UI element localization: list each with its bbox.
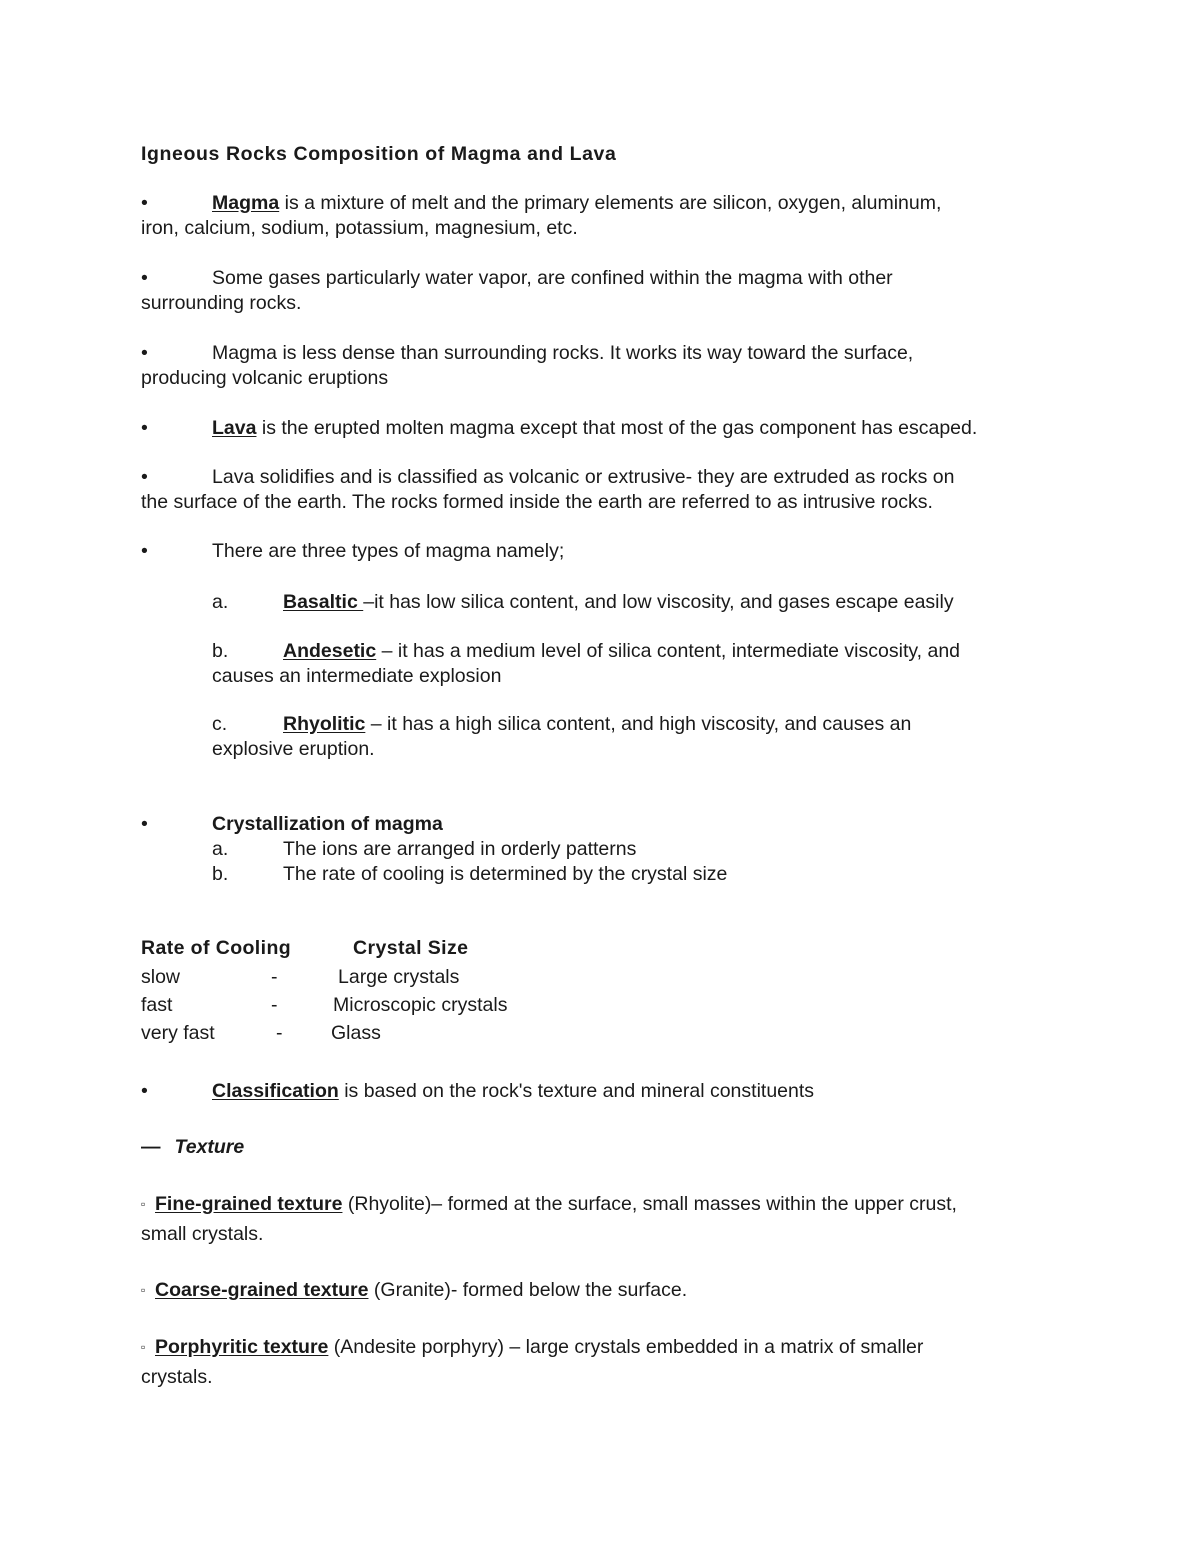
bullet-dot: • <box>141 267 148 289</box>
bullet-dot: • <box>141 342 148 364</box>
bullet-dot: • <box>141 417 148 439</box>
bullet-dense-text: Magma is less dense than surrounding rocks. It works its way toward the surface, <box>212 342 914 364</box>
term-lava: Lava <box>212 417 257 439</box>
rhyolitic-text: – it has a high silica content, and high viscosity, and causes an <box>365 713 912 735</box>
bullet-dot: • <box>141 1080 148 1102</box>
small-bullet: ▫ <box>141 1283 146 1297</box>
cell-rate: fast <box>141 994 173 1016</box>
cell-size: Glass <box>331 1022 381 1044</box>
bullet-solidifies <box>141 465 1071 515</box>
bullet-lava-text: is the erupted molten magma except that most of the gas component has escaped. <box>256 417 978 439</box>
small-bullet: ▫ <box>141 1197 146 1211</box>
texture-label: Texture <box>174 1136 245 1158</box>
texture-fine-grained <box>141 1192 1081 1247</box>
bullet-magma-text-cont: iron, calcium, sodium, potassium, magnesium, etc. <box>141 217 578 239</box>
basaltic-text: –it has low silica content, and low viscosity, and gases escape easily <box>363 591 954 613</box>
header-crystal-size: Crystal Size <box>353 937 469 959</box>
bullet-dot: • <box>141 466 148 488</box>
list-item <box>212 837 727 862</box>
cell-size: Microscopic crystals <box>333 994 508 1016</box>
porphyritic-text: (Andesite porphyry) – large crystals embedded in a matrix of smaller <box>328 1336 924 1358</box>
bullet-types <box>141 539 1071 564</box>
andesetic-text-cont: causes an intermediate explosion <box>212 665 502 687</box>
andesetic-text: – it has a medium level of silica content, intermediate viscosity, and <box>376 640 961 662</box>
texture-heading <box>141 1135 244 1160</box>
list-letter: b. <box>212 640 229 662</box>
cell-dash: - <box>271 994 278 1016</box>
bullet-classification <box>141 1079 1071 1104</box>
term-fine-grained: Fine-grained texture <box>155 1193 343 1215</box>
bullet-crystallization <box>141 812 1071 837</box>
bullet-gases <box>141 266 1071 316</box>
bullet-magma <box>141 191 1071 241</box>
bullet-dense-text-cont: producing volcanic eruptions <box>141 367 389 389</box>
bullet-magma-text: is a mixture of melt and the primary elements are silicon, oxygen, aluminum, <box>279 192 942 214</box>
term-coarse-grained: Coarse-grained texture <box>155 1279 369 1301</box>
document-title: Igneous Rocks Composition of Magma and Lava <box>141 143 617 165</box>
rhyolitic-text-cont: explosive eruption. <box>212 738 375 760</box>
classification-text: is based on the rock's texture and mineral constituents <box>338 1080 815 1102</box>
list-letter: b. <box>212 863 229 885</box>
porphyritic-text-cont: crystals. <box>141 1366 213 1388</box>
list-item-text: The ions are arranged in orderly patterns <box>283 838 637 860</box>
list-letter: a. <box>212 838 229 860</box>
bullet-solidifies-text-cont: the surface of the earth. The rocks formed inside the earth are referred to as intrusive rocks. <box>141 491 933 513</box>
small-bullet: ▫ <box>141 1340 146 1354</box>
bullet-gases-text: Some gases particularly water vapor, are confined within the magma with other <box>212 267 893 289</box>
bullet-gases-text-cont: surrounding rocks. <box>141 292 302 314</box>
header-rate-of-cooling: Rate of Cooling <box>141 937 292 959</box>
cell-dash: - <box>276 1022 283 1044</box>
magma-type-rhyolitic <box>212 712 1062 762</box>
bullet-dot: • <box>141 192 148 214</box>
term-porphyritic: Porphyritic texture <box>155 1336 329 1358</box>
term-classification: Classification <box>212 1080 339 1102</box>
fine-grained-text: (Rhyolite)– formed at the surface, small masses within the upper crust, <box>342 1193 957 1215</box>
term-basaltic: Basaltic <box>283 591 364 613</box>
bullet-solidifies-text: Lava solidifies and is classified as volcanic or extrusive- they are extruded as rocks on <box>212 466 955 488</box>
list-letter: a. <box>212 591 229 613</box>
bullet-dense <box>141 341 1071 391</box>
bullet-lava <box>141 416 1071 441</box>
list-item <box>212 862 727 887</box>
term-magma: Magma <box>212 192 280 214</box>
term-andesetic: Andesetic <box>283 640 377 662</box>
bullet-types-text: There are three types of magma namely; <box>212 540 565 562</box>
bullet-dot: • <box>141 540 148 562</box>
cell-dash: - <box>271 966 278 988</box>
cell-rate: slow <box>141 966 181 988</box>
list-letter: c. <box>212 713 228 735</box>
magma-type-basaltic <box>212 590 1062 615</box>
fine-grained-text-cont: small crystals. <box>141 1223 264 1245</box>
texture-porphyritic <box>141 1335 1081 1390</box>
crystallization-list <box>212 837 727 887</box>
em-dash: — <box>141 1136 161 1158</box>
bullet-dot: • <box>141 813 148 835</box>
cell-rate: very fast <box>141 1022 215 1044</box>
cell-size: Large crystals <box>338 966 460 988</box>
texture-coarse-grained <box>141 1278 1081 1303</box>
term-rhyolitic: Rhyolitic <box>283 713 366 735</box>
coarse-grained-text: (Granite)- formed below the surface. <box>368 1279 688 1301</box>
list-item-text: The rate of cooling is determined by the crystal size <box>283 863 728 885</box>
crystallization-heading: Crystallization of magma <box>212 813 443 835</box>
magma-type-andesetic <box>212 639 1062 689</box>
